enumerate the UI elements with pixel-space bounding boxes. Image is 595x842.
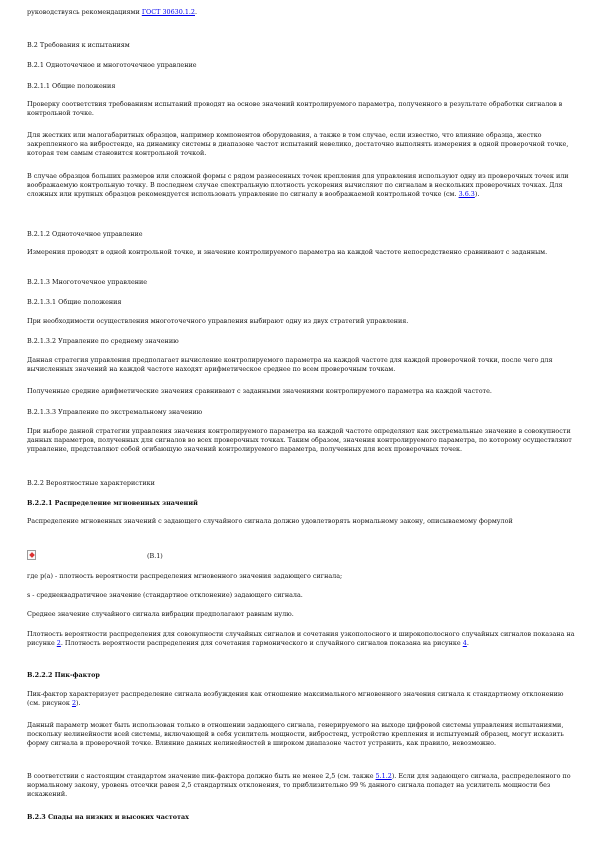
formula-row <box>27 548 575 564</box>
paragraph: Среднее значение случайного сигнала вибрации предполагают равным нулю. <box>27 610 294 618</box>
text-run: В соответствии с настоящим стандартом значение пик-фактора должно быть не менее 2,5 (см. также <box>27 772 376 780</box>
section-heading: В.2.1 Одноточечное и многоточечное управление <box>27 61 197 69</box>
paragraph: Данная стратегия управления предполагает вычисление контролируемого параметра на каждой частоте для каждой проверочной точки, после чего для вычисленных значений на каждой частоте находят арифметическое среднее по всем проверочным точкам. <box>27 356 553 374</box>
text-run: ). <box>76 699 81 708</box>
reference-link[interactable]: 2 <box>56 639 61 648</box>
text-run: ). <box>474 190 480 199</box>
paragraph: Для жестких или малогабаритных образцов, например компонентов оборудования, а также в том случае, если известно, что влияние образца, жестко закрепленного на вибростенде, на динамику системы в диапазоне частот испытаний невелико, достаточно выполнять измерения в одной проверочной точке, которая тем самым становится контрольной точкой. <box>27 131 569 158</box>
section-heading: В.2.1.3 Многоточечное управление <box>27 278 148 286</box>
paragraph: Данный параметр может быть использован только в отношении задающего сигнала, генерируемого на выходе цифровой системы управления испытаниями, поскольку нелинейности всей системы, включающей в себя усилитель мощности, вибростенд, устройство крепления и испытуемый образец, могут исказить форму сигнала в проверочной точке. Влияние данных нелинейностей в широком диапазоне частот устранить, как правило, невозможно. <box>27 721 564 748</box>
reference-link[interactable]: ГОСТ 30630.1.2 <box>141 8 195 16</box>
text-run: Плотность вероятности распределения для совокупности случайных сигналов и сочетания узкополосного и широкополосного случайных сигналов показана на рисунке <box>27 630 575 648</box>
broken-image-icon <box>27 550 36 560</box>
paragraph <box>27 172 575 200</box>
section-heading: В.2.2.2 Пик-фактор <box>27 671 100 679</box>
paragraph: При выборе данной стратегии управления значения контролируемого параметра на каждой частоте определяют как экстремальные значение в совокупности данных параметров, полученных для сигналов во всех проверочных точках. Таким образом, значения контролируемого параметра, по которому осуществляют управление, представляют собой огибающую значений контролируемого параметра, полученных для всех проверочных точек. <box>27 427 572 454</box>
section-heading: В.2.3 Спады на низких и высоких частотах <box>27 813 189 821</box>
text-run: ). Если для задающего сигнала, распределенного по нормальному закону, уровень отсечки равен 2,5 стандартных отклонения, то приблизительно 99 % данного сигнала попадет на усилитель мощности без искажений. <box>27 772 571 799</box>
section-heading: В.2.2.1 Распределение мгновенных значений <box>27 499 198 507</box>
paragraph <box>27 630 575 648</box>
reference-link[interactable]: 4 <box>462 639 467 648</box>
text-run: . <box>466 639 469 648</box>
section-heading: В.2.1.2 Одноточечное управление <box>27 230 143 238</box>
paragraph: Распределение мгновенных значений с задающего случайного сигнала должно удовлетворять нормальному закону, описываемому формулой <box>27 517 513 525</box>
paragraph <box>27 772 575 800</box>
paragraph: Проверку соответствия требованиям испытаний проводят на основе значений контролируемого параметра, полученного в результате обработки сигналов в контрольной точке. <box>27 100 563 118</box>
text-run: В случае образцов больших размеров или сложной формы с рядом разнесенных точек крепления для управления используют одну из проверочных точек или воображаемую контрольную точку. В последнем случае спектральную плотность ускорения вычисляют по сигналам в нескольких проверочных точках. Для сложных или крупных образцов рекомендуется использовать управление по сигналу в воображаемой контрольной точке (см. <box>27 172 569 199</box>
section-heading: В.2.1.3.2 Управление по среднему значению <box>27 337 179 345</box>
reference-link[interactable]: 5.1.2 <box>375 772 392 780</box>
section-heading: В.2 Требования к испытаниям <box>27 41 130 49</box>
text-run: . <box>195 8 198 16</box>
paragraph: Измерения проводят в одной контрольной точке, и значение контролируемого параметра на каждой частоте непосредственно сравнивают с заданным. <box>27 248 548 256</box>
reference-link[interactable]: 2 <box>71 699 77 708</box>
paragraph: где р(a) - плотность вероятности распределения мгновенного значения задающего сигнала; <box>27 572 343 580</box>
paragraph: Полученные средние арифметические значения сравнивают с заданными значениями контролируемого параметра на каждой частоте. <box>27 387 492 395</box>
paragraph <box>27 8 575 17</box>
section-heading: В.2.2 Вероятностные характеристики <box>27 479 155 487</box>
reference-link[interactable]: 3.6.3 <box>458 190 475 199</box>
text-run: руководствуясь рекомендациями <box>27 8 142 16</box>
paragraph: s - среднеквадратичное значение (стандартное отклонение) задающего сигнала. <box>27 591 303 599</box>
paragraph: При необходимости осуществления многоточечного управления выбирают одну из двух стратегий управления. <box>27 317 409 325</box>
text-run: Пик-фактор характеризует распределение сигнала возбуждения как отношение максимального мгновенного значения сигнала к стандартному отклонению (см. рисунок <box>27 690 564 708</box>
section-heading: В.2.1.3.3 Управление по экстремальному значению <box>27 408 203 416</box>
section-heading: В.2.1.3.1 Общие положения <box>27 298 122 306</box>
text-run: . Плотность вероятности распределения для сочетания гармонического и случайного сигналов показана на рисунке <box>60 639 463 648</box>
paragraph <box>27 690 575 708</box>
formula-number: (В.1) <box>147 552 163 560</box>
section-heading: В.2.1.1 Общие положения <box>27 82 116 90</box>
